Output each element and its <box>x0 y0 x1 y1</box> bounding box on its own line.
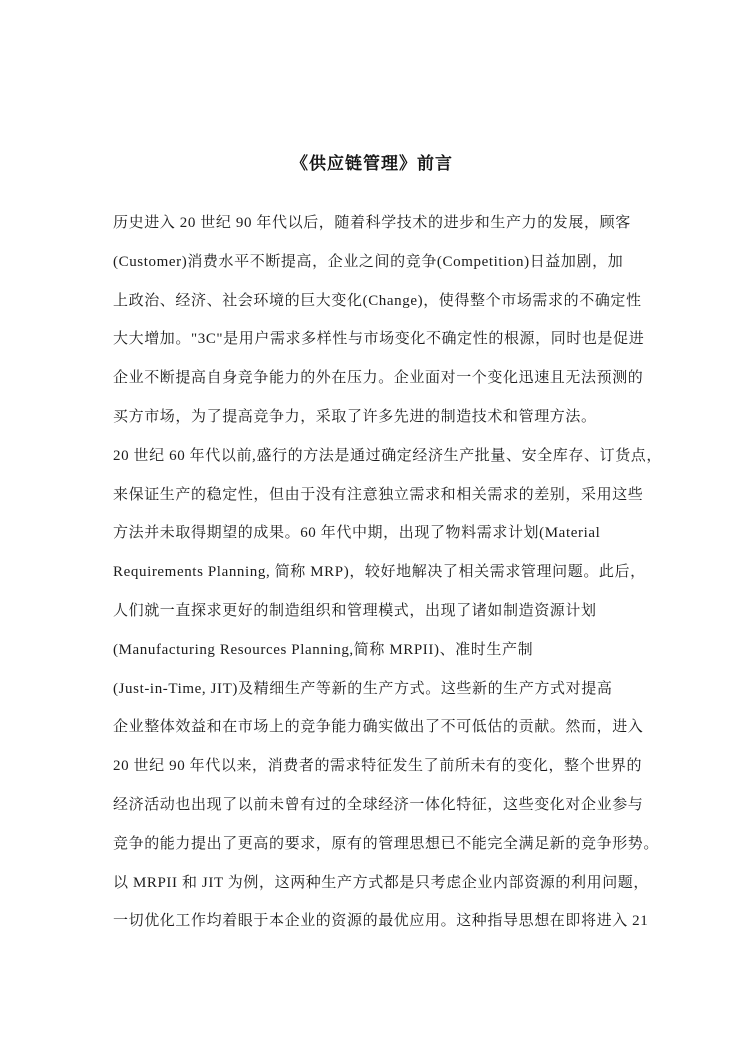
body-line: 20 世纪 90 年代以来，消费者的需求特征发生了前所未有的变化，整个世界的 <box>113 758 643 775</box>
body-line: 大大增加。"3C"是用户需求多样性与市场变化不确定性的根源，同时也是促进 <box>113 331 645 348</box>
body-line: 20 世纪 60 年代以前,盛行的方法是通过确定经济生产批量、安全库存、订货点， <box>113 447 663 464</box>
body-line: 方法并未取得期望的成果。60 年代中期，出现了物料需求计划(Material <box>113 525 601 542</box>
body-line: (Customer)消费水平不断提高，企业之间的竞争(Competition)日益加剧，加 <box>113 253 624 270</box>
body-line: 以 MRPII 和 JIT 为例，这两种生产方式都是只考虑企业内部资源的利用问题， <box>113 874 650 891</box>
body-line: 企业不断提高自身竞争能力的外在压力。企业面对一个变化迅速且无法预测的 <box>113 370 644 387</box>
body-line: 来保证生产的稳定性，但由于没有注意独立需求和相关需求的差别，采用这些 <box>113 486 644 503</box>
body-line: (Manufacturing Resources Planning,简称 MRPII)、准时生产制 <box>113 641 534 658</box>
body-line: (Just-in-Time, JIT)及精细生产等新的生产方式。这些新的生产方式对提高 <box>113 680 613 697</box>
body-line: 竞争的能力提出了更高的要求，原有的管理思想已不能完全满足新的竞争形势。 <box>113 835 660 852</box>
document-title: 《供应链管理》前言 <box>291 154 453 173</box>
body-line: Requirements Planning, 简称 MRP)，较好地解决了相关需求管理问题。此后， <box>113 564 646 581</box>
body-line: 人们就一直探求更好的制造组织和管理模式，出现了诸如制造资源计划 <box>113 602 597 619</box>
body-text <box>113 204 663 941</box>
body-line: 一切优化工作均着眼于本企业的资源的最优应用。这种指导思想在即将进入 21 <box>113 913 649 930</box>
body-line: 上政治、经济、社会环境的巨大变化(Change)，使得整个市场需求的不确定性 <box>113 292 642 309</box>
body-line: 经济活动也出现了以前未曾有过的全球经济一体化特征，这些变化对企业参与 <box>113 796 644 813</box>
body-line: 企业整体效益和在市场上的竞争能力确实做出了不可低估的贡献。然而，进入 <box>113 719 644 736</box>
body-line: 买方市场，为了提高竞争力，采取了许多先进的制造技术和管理方法。 <box>113 408 597 425</box>
body-line: 历史进入 20 世纪 90 年代以后，随着科学技术的进步和生产力的发展，顾客 <box>113 215 631 231</box>
